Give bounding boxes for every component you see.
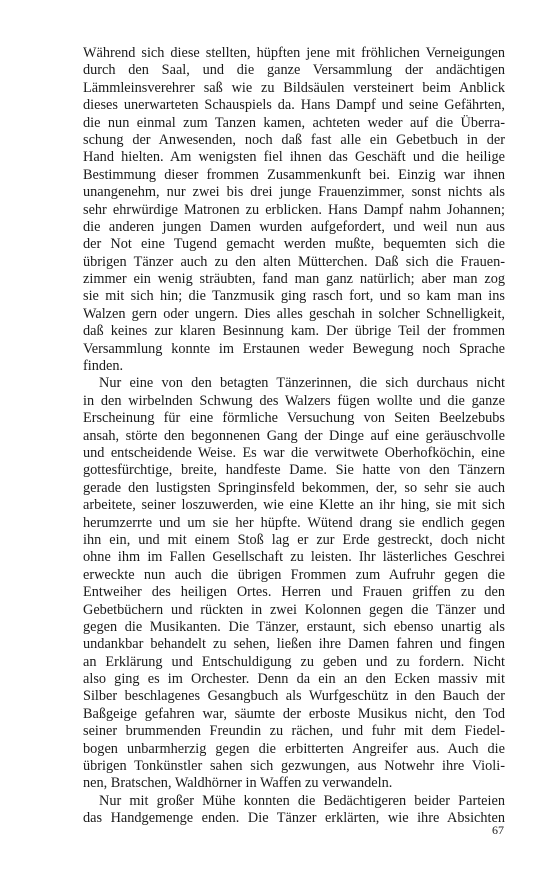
text-line: erweckte nun auch die übrigen Frommen zum Aufruhr gegen die — [83, 566, 505, 583]
text-line: Während sich diese stellten, hüpften jene mit fröhlichen Verneigungen — [83, 45, 505, 61]
text-line: schung der Anwesenden, noch daß fast alle ein Gebetbuch in der — [83, 131, 505, 148]
text-line: übrigen Tonkünstler sahen sich gezwungen, aus Notwehr ihre Violi- — [83, 758, 505, 775]
text-line: bogen unbarmherzig gegen die erbitterten Angreifer aus. Auch die — [83, 740, 505, 757]
body-text — [83, 45, 505, 828]
text-line: Lämmleinsverehrer saß wie zu Bildsäulen versteinert beim Anblick — [83, 79, 505, 96]
text-line: Nur eine von den betagten Tänzerinnen, die sich durchaus nicht — [99, 375, 505, 392]
text-line: unangenehm, nur zwei bis drei junge Frauenzimmer, sonst nichts als — [83, 184, 505, 201]
text-line: gerade den lustigsten Springinsfeld bekommen, der, so sehr sie auch — [83, 479, 505, 496]
text-line: durch den Saal, und die ganze Versammlung der andächtigen — [83, 62, 505, 79]
text-line: Erscheinung für eine förmliche Versuchung von Seiten Beelzebubs — [83, 410, 505, 427]
text-line: ohne ihm im Fallen Gesellschaft zu leisten. Ihr lästerliches Geschrei — [83, 549, 505, 566]
text-line: Versammlung konnte im Erstaunen weder Bewegung noch Sprache — [83, 340, 505, 357]
text-line: herumzerrte und um sie her hüpfte. Wütend drang sie endlich gegen — [83, 514, 505, 531]
text-line: gottesfürchtige, breite, handfeste Dame. Sie hatte von den Tänzern — [83, 462, 505, 479]
text-line: Baßgeige gefahren war, säumte der erboste Musikus nicht, den Tod — [83, 705, 505, 722]
text-line: ihn ein, und mit einem Stoß lag er zur Erde gestreckt, doch nicht — [83, 531, 505, 548]
text-line: sehr ehrwürdige Matronen zu erblicken. Hans Dampf nahm Johannen; — [83, 201, 505, 218]
text-line: Silber beschlagenes Gesangbuch als Wurfgeschütz in den Bauch der — [83, 688, 505, 705]
text-line: undankbar behandelt zu sehen, ließen ihre Damen fahren und fingen — [83, 636, 505, 653]
text-line: seiner brummenden Freundin zu rächen, und fuhr mit dem Fiedel- — [83, 723, 505, 740]
text-line: Nur mit großer Mühe konnten die Bedächtigeren beider Parteien — [99, 792, 505, 809]
page-number: 67 — [492, 823, 504, 837]
text-line: Hand hielten. Am wenigsten fiel ihnen das Geschäft und die heilige — [83, 149, 505, 166]
text-line: Entweiher des heiligen Ortes. Herren und Frauen griffen zu den — [83, 584, 505, 601]
text-line: arbeitete, seiner loszuwerden, wie eine Klette an ihr hing, sie mit sich — [83, 497, 505, 514]
text-line: Walzen gern oder ungern. Dies alles geschah in solcher Schnelligkeit, — [83, 305, 505, 322]
text-line: dieses unerwarteten Schauspiels da. Hans Dampf und seine Gefährten, — [83, 97, 505, 114]
text-line: finden. — [83, 358, 124, 375]
text-line: der Not eine Tugend gemacht werden mußte, bequemten sich die — [83, 236, 505, 253]
text-line: Bestimmung dieser frommen Zusammenkunft bei. Einzig war ihnen — [83, 166, 505, 183]
text-line: die nun einmal zum Tanzen kamen, achteten weder auf die Überra- — [83, 114, 505, 131]
text-line: Gebetbüchern und rückten in zwei Kolonnen gegen die Tänzer und — [83, 601, 505, 618]
text-line: in den wirbelnden Schwung des Walzers fügen wollte und die ganze — [83, 392, 505, 409]
text-line: und entscheidende Weise. Es war die verwitwete Oberhofköchin, eine — [83, 444, 505, 461]
text-line: gegen die Musikanten. Die Tänzer, erstaunt, sich ebenso unartig als — [83, 618, 505, 635]
text-line: daß keines zur klaren Besinnung kam. Der übrige Teil der frommen — [83, 323, 505, 340]
text-line: die anderen jungen Damen wurden aufgefordert, und weil nun aus — [83, 218, 505, 235]
text-line: ansah, störte den begonnenen Gang der Dinge auf eine geräuschvolle — [83, 427, 505, 444]
text-line: das Handgemenge enden. Die Tänzer erklärten, wie ihre Absichten — [83, 810, 505, 827]
text-line: zimmer ein wenig sträubten, fand man ganz natürlich; aber man zog — [83, 271, 505, 288]
text-line: nen, Bratschen, Waldhörner in Waffen zu verwandeln. — [83, 775, 393, 792]
text-line: sie mit sich hin; die Tanzmusik ging rasch fort, und so kam man ins — [83, 288, 505, 305]
text-line: übrigen Tänzer auch zu den alten Mütterchen. Daß sich die Frauen- — [83, 253, 505, 270]
text-line: also ging es im Orchester. Denn da ein an den Ecken massiv mit — [83, 671, 505, 688]
text-line: an Erklärung und Entschuldigung zu geben und zu fordern. Nicht — [83, 653, 505, 670]
